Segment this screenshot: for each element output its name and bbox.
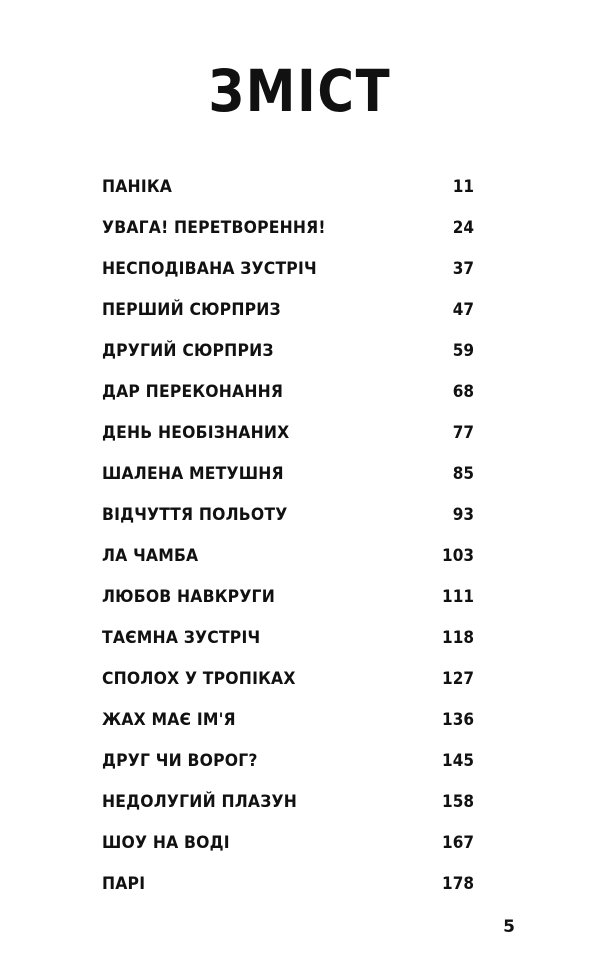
toc-entry-title: ДЕНЬ НЕОБІЗНАНИХ — [102, 422, 290, 443]
toc-entry-title: ШАЛЕНА МЕТУШНЯ — [102, 463, 284, 484]
toc-entry-page: 47 — [452, 299, 474, 320]
toc-entry-title: НЕДОЛУГИЙ ПЛАЗУН — [102, 791, 298, 812]
toc-entry-page: 167 — [442, 832, 474, 853]
toc-entry-title: ДРУГ ЧИ ВОРОГ? — [102, 750, 258, 771]
toc-entry-page: 158 — [442, 791, 474, 812]
toc-entry[interactable] — [102, 371, 474, 412]
toc-entry-page: 127 — [442, 668, 474, 689]
toc-entry-title: ТАЄМНА ЗУСТРІЧ — [102, 627, 261, 648]
toc-entry-page: 93 — [452, 504, 474, 525]
toc-entry[interactable] — [102, 576, 474, 617]
toc-entry-page: 68 — [452, 381, 474, 402]
page-number: 5 — [503, 917, 515, 937]
toc-entry[interactable] — [102, 822, 474, 863]
toc-entry[interactable] — [102, 863, 474, 904]
toc-entry[interactable] — [102, 207, 474, 248]
toc-entry-page: 111 — [442, 586, 474, 607]
table-of-contents — [102, 166, 474, 904]
toc-entry-page: 24 — [452, 217, 474, 238]
toc-entry-title: ДАР ПЕРЕКОНАННЯ — [102, 381, 284, 402]
toc-entry-page: 145 — [442, 750, 474, 771]
toc-entry[interactable] — [102, 740, 474, 781]
toc-entry-page: 59 — [452, 340, 474, 361]
toc-entry-title: ПАНІКА — [102, 176, 173, 197]
toc-entry-page: 178 — [442, 873, 474, 894]
toc-entry-page: 85 — [452, 463, 474, 484]
toc-entry[interactable] — [102, 699, 474, 740]
toc-entry-title: СПОЛОХ У ТРОПІКАХ — [102, 668, 296, 689]
toc-entry-title: ПАРІ — [102, 873, 146, 894]
toc-entry-title: ЛА ЧАМБА — [102, 545, 199, 566]
toc-entry[interactable] — [102, 658, 474, 699]
toc-entry[interactable] — [102, 453, 474, 494]
toc-entry[interactable] — [102, 330, 474, 371]
toc-entry-page: 77 — [452, 422, 474, 443]
toc-entry[interactable] — [102, 535, 474, 576]
toc-entry-title: ПЕРШИЙ СЮРПРИЗ — [102, 299, 281, 320]
toc-entry-page: 118 — [442, 627, 474, 648]
toc-entry[interactable] — [102, 248, 474, 289]
toc-entry[interactable] — [102, 494, 474, 535]
toc-entry-page: 37 — [452, 258, 474, 279]
toc-entry-title: ШОУ НА ВОДІ — [102, 832, 230, 853]
toc-entry[interactable] — [102, 617, 474, 658]
toc-entry-title: ЛЮБОВ НАВКРУГИ — [102, 586, 275, 607]
toc-entry-page: 11 — [452, 176, 474, 197]
page-title: ЗМІСТ — [208, 57, 392, 125]
toc-entry-title: УВАГА! ПЕРЕТВОРЕННЯ! — [102, 217, 326, 238]
toc-entry[interactable] — [102, 781, 474, 822]
toc-entry-page: 103 — [442, 545, 474, 566]
toc-entry-title: ВІДЧУТТЯ ПОЛЬОТУ — [102, 504, 288, 525]
toc-entry[interactable] — [102, 412, 474, 453]
toc-entry[interactable] — [102, 166, 474, 207]
toc-entry[interactable] — [102, 289, 474, 330]
toc-entry-page: 136 — [442, 709, 474, 730]
toc-entry-title: НЕСПОДІВАНА ЗУСТРІЧ — [102, 258, 317, 279]
toc-entry-title: ЖАХ МАЄ ІМ'Я — [102, 709, 236, 730]
toc-entry-title: ДРУГИЙ СЮРПРИЗ — [102, 340, 274, 361]
